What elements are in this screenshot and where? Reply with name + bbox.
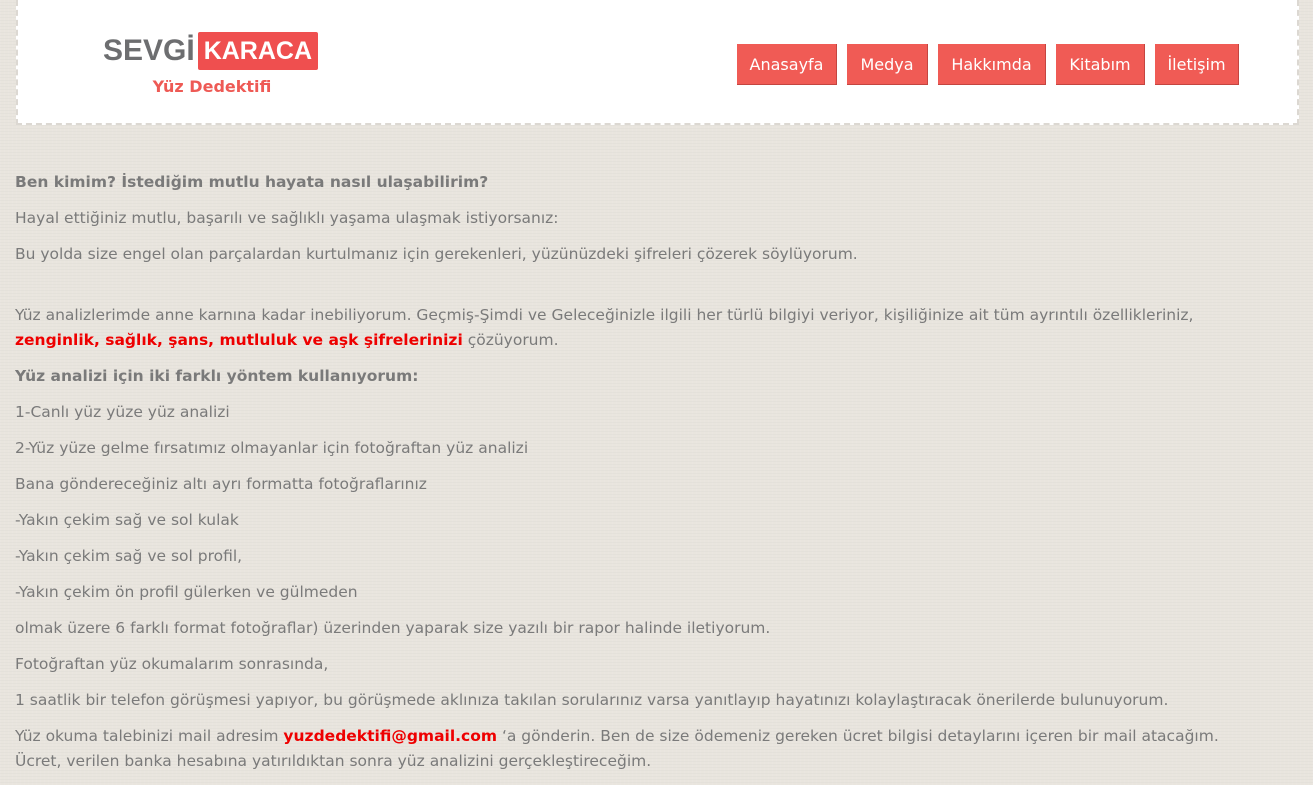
nav-hakkimda[interactable]: Hakkımda <box>938 44 1046 85</box>
spacer <box>15 278 1300 303</box>
site-header <box>16 0 1299 125</box>
photo-format-front: -Yakın çekim ön profil gülerken ve gülmeden <box>15 583 358 601</box>
photo-formats-intro: Bana göndereceğiniz altı ayrı formatta fotoğraflarınız <box>15 475 427 493</box>
photo-format-profile: -Yakın çekim sağ ve sol profil, <box>15 547 243 565</box>
request-paragraph <box>15 724 1300 749</box>
nav-iletisim[interactable]: İletişim <box>1155 44 1239 85</box>
method-live: 1-Canlı yüz yüze yüz analizi <box>15 403 230 421</box>
logo-last-name: KARACA <box>198 32 318 70</box>
analysis-text: Yüz analizlerimde anne karnına kadar inebiliyorum. Geçmiş-Şimdi ve Geleceğinizle ilgili her türlü bilgiyi veriyor, kişiliğinize ait tüm ayrıntılı özellikleriniz, <box>15 306 1194 324</box>
report-paragraph: olmak üzere 6 farklı format fotoğraflar) üzerinden yaparak size yazılı bir rapor halinde iletiyorum. <box>15 619 771 637</box>
nav-medya[interactable]: Medya <box>847 44 928 85</box>
email-link[interactable]: yuzdedektifi@gmail.com <box>283 727 498 745</box>
method-photo: 2-Yüz yüze gelme fırsatımız olmayanlar için fotoğraftan yüz analizi <box>15 439 529 457</box>
site-logo[interactable] <box>103 32 323 102</box>
nav-anasayfa[interactable]: Anasayfa <box>737 44 837 85</box>
request-text-end: ‘a gönderin. Ben de size ödemeniz gereken ücret bilgisi detaylarını içeren bir mail atacağım. <box>497 727 1219 745</box>
logo-wordmark <box>103 32 323 70</box>
intro-paragraph: Hayal ettiğiniz mutlu, başarılı ve sağlıklı yaşama ulaşmak istiyorsanız: <box>15 209 559 227</box>
secrets-highlight: zenginlik, sağlık, şans, mutluluk ve aşk şifrelerinizi <box>15 331 463 349</box>
heading-who-am-i: Ben kimim? İstediğim mutlu hayata nasıl ulaşabilirim? <box>15 173 489 191</box>
obstacles-paragraph: Bu yolda size engel olan parçalardan kurtulmanız için gerekenleri, yüzünüzdeki şifreleri çözerek söylüyorum. <box>15 245 858 263</box>
heading-methods: Yüz analizi için iki farklı yöntem kullanıyorum: <box>15 367 419 385</box>
photo-format-ears: -Yakın çekim sağ ve sol kulak <box>15 511 239 529</box>
after-reading-paragraph: Fotoğraftan yüz okumalarım sonrasında, <box>15 655 329 673</box>
main-content <box>15 170 1300 785</box>
request-text: Yüz okuma talebinizi mail adresim <box>15 727 284 745</box>
payment-paragraph: Ücret, verilen banka hesabına yatırıldıktan sonra yüz analizini gerçekleştireceğim. <box>15 752 652 770</box>
phone-call-paragraph: 1 saatlik bir telefon görüşmesi yapıyor, bu görüşmede aklınıza takılan sorularınız varsa yanıtlayıp hayatınızı kolaylaştıracak önerilerde bulunuyorum. <box>15 691 1169 709</box>
analysis-text-end: çözüyorum. <box>462 331 559 349</box>
logo-first-name: SEVGİ <box>103 34 195 67</box>
nav-kitabim[interactable]: Kitabım <box>1056 44 1145 85</box>
logo-subtitle: Yüz Dedektifi <box>152 77 272 96</box>
analysis-paragraph <box>15 303 1300 353</box>
